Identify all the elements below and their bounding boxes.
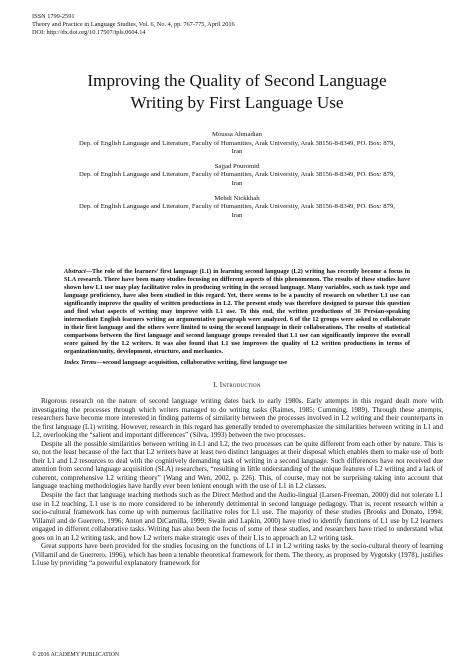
author-affiliation: Dep. of English Language and Literature, Faculty of Humanities, Arak University, Arak 38156-8-8349, PO. Box: 879,: [78, 203, 396, 211]
issn: ISSN 1799-2591: [32, 13, 75, 20]
paragraph: Despite the fact that language teaching methods such as the Direct Method and the Audio-lingual (Larsen-Freeman, 2000) did not tolerate L1 use in L2 teaching, L1 use is no more considered to be inherently detrimental in second language pedagogy. That is, recent research within a socio-cultural framework has come up with numerous facilitative roles for L1 use. The majority of these studies (Brooks and Donato, 1994; Villamil and de Guerrero, 1996; Anton and DiCamilla, 1999; Swain and Lapkin, 2000) have tried to identify functions of L1 use by L2 learners engaged in different collaborative tasks. Writing has also been the focus of some of these studies, and researchers have tried to understand what goes on in an L2 writing task, and how L2 writers make strategic uses of their L1s to approach an L2 writing task.: [32, 491, 443, 542]
author-block: [40, 163, 434, 189]
abstract-text: —The role of the learners’ first language (L1) in learning second language (L2) writing has recently become a focus in SLA research. There have been many studies focusing on different aspects of this phenomenon. The results of these studies have shown how L1 use may play facilitative roles in producing writing in the second language. Many variables, such as task type and language proficiency, have also been studied in this regard. Yet, there seems to be a paucity of research on whether L1 use can significantly improve the quality of written productions in L2. The present study was therefore designed to pursue this question and find what aspects of writing may improve with L1 use. To this end, the written productions of 36 Persian-speaking intermediate English learners writing an argumentative paragraph were analyzed. 6 of the 12 groups were asked to collaborate in their first language and the others were limited to using the second language in their collaborations. The results of statistical comparisons between the first language and second language groups revealed that L1 use can significantly improve the overall score gained by the L2 writers. It was also found that L1 use improves the quality of L2 written productions in terms of organization/unity, development, structure, and mechanics.: [64, 268, 410, 356]
paper-title: [0, 70, 474, 113]
body-text: [32, 397, 443, 568]
journal-header: [32, 13, 235, 37]
section-title: Introduction: [219, 381, 261, 389]
author-affiliation: Dep. of English Language and Literature, Faculty of Humanities, Arak University, Arak 38156-8-8349, PO. Box: 879,: [78, 171, 396, 179]
author-block: [40, 131, 434, 157]
copyright-footer: © 2016 ACADEMY PUBLICATION: [32, 652, 120, 658]
section-number: I.: [213, 381, 218, 389]
title-line-2: Writing by First Language Use: [130, 92, 344, 112]
author-list: [40, 131, 434, 227]
doi-link[interactable]: DOI: http://dx.doi.org/10.17507/tpls.0604.14: [32, 29, 146, 37]
author-name: Moussa Ahmadian: [212, 131, 262, 138]
author-affiliation: Dep. of English Language and Literature, Faculty of Humanities, Arak University, Arak 38156-8-8349, PO. Box: 879,: [78, 139, 396, 147]
author-block: [40, 195, 434, 221]
section-heading: [0, 381, 474, 389]
author-country: Iran: [231, 148, 243, 155]
index-terms-label: Index Terms: [64, 359, 97, 366]
author-name: Mehdi Nickkhah: [214, 194, 260, 202]
index-terms-text: —second language acquisition, collaborative writing, first language use: [96, 359, 288, 366]
index-terms: [64, 359, 410, 367]
abstract-label: Abstract: [64, 268, 86, 275]
paragraph: Despite all the possible similarities between writing in L1 and L2, the two processes can be quite different from each other by nature. This is so, not the least because of the fact that L2 writers have at least two distinct languages at their disposal which enables them to make use of both their L1 and L2 resources to deal with the cognitively demanding task of writing in a second language. Such differences have not received due attention from second language acquisition (SLA) researchers, “resulting in little understanding of the unique features of L2 writing and a lack of coherent, comprehensive L2 writing theory” (Wang and Wen, 2002, p. 226). This, of course, may not be surprising taking into account that language teaching methodologies have hardly ever been lenient enough with the use of L1 in L2 classes.: [32, 439, 443, 491]
title-line-1: Improving the Quality of Second Language: [87, 71, 387, 90]
author-name: Sajjad Pouromid: [214, 162, 260, 170]
paragraph: Rigorous research on the nature of second language writing dates back to early 1980s. Early attempts in this regard dealt more with investigating the processes through which writers managed to do writing tasks (Raimes, 1985; Cumming, 1989). Through these attempts, researchers have become more interested in finding patterns of similarity between the processes involved in L2 writing and their counterparts in the first language (L1) writing. However, research in this regard has generally tended to overemphasize the similarities between writing in L1 and L2, overlooking the “salient and important differences” (Silva, 1993) between the two processes.: [32, 397, 443, 440]
journal-citation: Theory and Practice in Language Studies, Vol. 6, No. 4, pp. 767-775, April 2016: [32, 21, 235, 29]
abstract: [64, 268, 410, 357]
paragraph: Great supports have been provided for the studies focusing on the functions of L1 in L2 writing tasks by the socio-cultural theory of learning (Villamil and de Guerrero, 1996), which has been a tenable theoretical framework for them. The theory, as proposed by Vygotsky (1978), justifies L1use by providing “a powerful explanatory framework for: [32, 542, 443, 568]
author-country: Iran: [231, 179, 243, 187]
author-country: Iran: [231, 211, 243, 219]
